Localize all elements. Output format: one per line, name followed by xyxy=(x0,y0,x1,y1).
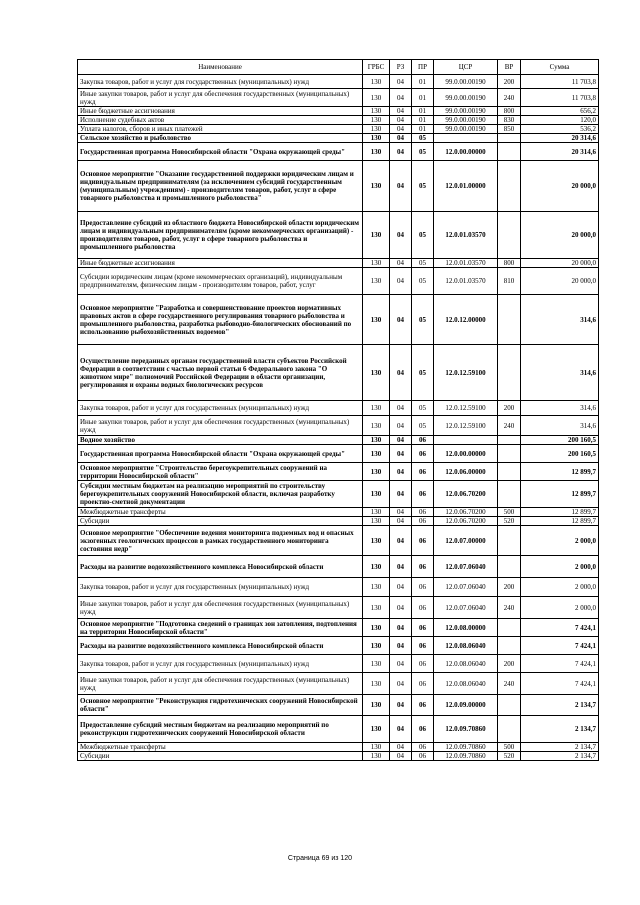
cell-rz: 04 xyxy=(390,143,412,161)
cell-pr: 06 xyxy=(412,445,434,463)
cell-pr: 06 xyxy=(412,655,434,673)
cell-grbs: 130 xyxy=(363,619,390,637)
header-sum: Сумма xyxy=(521,60,599,75)
cell-csr: 99.0.00.00190 xyxy=(434,75,498,89)
cell-grbs: 130 xyxy=(363,295,390,345)
table-row xyxy=(78,134,599,143)
cell-sum: 314,6 xyxy=(521,295,599,345)
cell-pr: 01 xyxy=(412,116,434,125)
cell-rz: 04 xyxy=(390,556,412,578)
cell-vr xyxy=(498,463,521,481)
cell-csr: 12.0.09.70860 xyxy=(434,752,498,761)
cell-name: Иные закупки товаров, работ и услуг для обеспечения государственных (муниципальных) нужд xyxy=(78,597,363,619)
cell-sum: 200 160,5 xyxy=(521,445,599,463)
cell-csr: 12.0.09.00000 xyxy=(434,695,498,716)
cell-sum: 20 000,0 xyxy=(521,161,599,212)
cell-grbs: 130 xyxy=(363,481,390,508)
cell-sum: 2 134,7 xyxy=(521,752,599,761)
cell-name: Субсидии xyxy=(78,517,363,526)
cell-vr xyxy=(498,481,521,508)
cell-sum: 2 134,7 xyxy=(521,695,599,716)
cell-sum: 12 899,7 xyxy=(521,508,599,517)
cell-sum: 20 000,0 xyxy=(521,268,599,295)
cell-sum: 12 899,7 xyxy=(521,481,599,508)
table-row xyxy=(78,673,599,695)
cell-rz: 04 xyxy=(390,125,412,134)
cell-rz: 04 xyxy=(390,268,412,295)
cell-name: Государственная программа Новосибирской области "Охрана окружающей среды" xyxy=(78,445,363,463)
cell-pr: 06 xyxy=(412,578,434,597)
table-row xyxy=(78,695,599,716)
table-row xyxy=(78,445,599,463)
cell-pr: 06 xyxy=(412,716,434,743)
cell-sum: 2 000,0 xyxy=(521,578,599,597)
cell-sum: 120,0 xyxy=(521,116,599,125)
cell-rz: 04 xyxy=(390,716,412,743)
cell-vr xyxy=(498,143,521,161)
cell-csr xyxy=(434,436,498,445)
cell-sum: 20 314,6 xyxy=(521,143,599,161)
cell-sum: 314,6 xyxy=(521,416,599,436)
table-row xyxy=(78,716,599,743)
cell-pr: 06 xyxy=(412,597,434,619)
cell-vr xyxy=(498,295,521,345)
cell-rz: 04 xyxy=(390,673,412,695)
cell-name: Основное мероприятие "Подготовка сведений о границах зон затопления, подтопления на территории Новосибирской области" xyxy=(78,619,363,637)
header-grbs: ГРБС xyxy=(363,60,390,75)
cell-grbs: 130 xyxy=(363,673,390,695)
cell-csr: 12.0.08.06040 xyxy=(434,655,498,673)
cell-vr xyxy=(498,436,521,445)
cell-rz: 04 xyxy=(390,107,412,116)
cell-rz: 04 xyxy=(390,655,412,673)
cell-rz: 04 xyxy=(390,619,412,637)
cell-grbs: 130 xyxy=(363,143,390,161)
cell-grbs: 130 xyxy=(363,508,390,517)
cell-grbs: 130 xyxy=(363,107,390,116)
cell-sum: 7 424,1 xyxy=(521,673,599,695)
cell-name: Предоставление субсидий из областного бюджета Новосибирской области юридическим лицам и индивидуальным предпринимателям (кроме некоммерческих организаций) - производителям товаров, работ, услуг в сфере товарного рыболовства и промышленного рыболовства xyxy=(78,212,363,259)
cell-csr: 12.0.12.59100 xyxy=(434,345,498,401)
cell-vr: 850 xyxy=(498,125,521,134)
cell-rz: 04 xyxy=(390,212,412,259)
cell-csr: 12.0.01.03570 xyxy=(434,268,498,295)
cell-grbs: 130 xyxy=(363,752,390,761)
cell-name: Расходы на развитие водохозяйственного комплекса Новосибирской области xyxy=(78,556,363,578)
cell-name: Исполнение судебных актов xyxy=(78,116,363,125)
cell-pr: 05 xyxy=(412,259,434,268)
cell-sum: 20 000,0 xyxy=(521,212,599,259)
cell-rz: 04 xyxy=(390,637,412,655)
cell-pr: 05 xyxy=(412,268,434,295)
cell-pr: 06 xyxy=(412,556,434,578)
cell-rz: 04 xyxy=(390,752,412,761)
table-row xyxy=(78,143,599,161)
cell-sum: 2 000,0 xyxy=(521,526,599,556)
cell-rz: 04 xyxy=(390,259,412,268)
cell-vr xyxy=(498,134,521,143)
budget-table xyxy=(77,59,599,761)
cell-sum: 20 000,0 xyxy=(521,259,599,268)
cell-rz: 04 xyxy=(390,161,412,212)
header-name: Наименование xyxy=(78,60,363,75)
cell-rz: 04 xyxy=(390,695,412,716)
table-row xyxy=(78,259,599,268)
cell-rz: 04 xyxy=(390,508,412,517)
cell-pr: 01 xyxy=(412,107,434,116)
cell-rz: 04 xyxy=(390,597,412,619)
cell-csr: 99.0.00.00190 xyxy=(434,107,498,116)
cell-grbs: 130 xyxy=(363,716,390,743)
table-row xyxy=(78,161,599,212)
cell-name: Предоставление субсидий местным бюджетам на реализацию мероприятий по реконструкции гидротехнических сооружений Новосибирской области xyxy=(78,716,363,743)
table-row xyxy=(78,526,599,556)
cell-csr: 12.0.07.00000 xyxy=(434,526,498,556)
cell-vr xyxy=(498,526,521,556)
table-row xyxy=(78,481,599,508)
cell-vr: 240 xyxy=(498,416,521,436)
cell-grbs: 130 xyxy=(363,556,390,578)
table-row xyxy=(78,89,599,107)
cell-pr: 06 xyxy=(412,436,434,445)
cell-grbs: 130 xyxy=(363,578,390,597)
table-row xyxy=(78,212,599,259)
cell-name: Расходы на развитие водохозяйственного комплекса Новосибирской области xyxy=(78,637,363,655)
cell-sum: 314,6 xyxy=(521,345,599,401)
table-row xyxy=(78,295,599,345)
cell-name: Основное мероприятие "Разработка и совершенствование проектов нормативных правовых актов в сфере государственного регулирования товарного рыболовства и промышленного рыболовства, разработка рыбоводно-биологических обоснований по использованию рыбохозяйственных водоемов" xyxy=(78,295,363,345)
cell-csr: 12.0.00.00000 xyxy=(434,143,498,161)
cell-csr: 12.0.06.70200 xyxy=(434,517,498,526)
cell-name: Уплата налогов, сборов и иных платежей xyxy=(78,125,363,134)
cell-name: Сельское хозяйство и рыболовство xyxy=(78,134,363,143)
table-row xyxy=(78,743,599,752)
cell-rz: 04 xyxy=(390,445,412,463)
cell-vr: 500 xyxy=(498,743,521,752)
cell-sum: 12 899,7 xyxy=(521,463,599,481)
cell-pr: 06 xyxy=(412,619,434,637)
cell-csr: 12.0.07.06040 xyxy=(434,556,498,578)
cell-sum: 7 424,1 xyxy=(521,619,599,637)
cell-grbs: 130 xyxy=(363,597,390,619)
cell-csr: 12.0.09.70860 xyxy=(434,743,498,752)
cell-grbs: 130 xyxy=(363,655,390,673)
cell-csr: 12.0.01.00000 xyxy=(434,161,498,212)
cell-rz: 04 xyxy=(390,463,412,481)
cell-name: Водное хозяйство xyxy=(78,436,363,445)
cell-sum: 7 424,1 xyxy=(521,655,599,673)
cell-csr: 12.0.12.00000 xyxy=(434,295,498,345)
cell-pr: 06 xyxy=(412,508,434,517)
cell-rz: 04 xyxy=(390,517,412,526)
cell-pr: 06 xyxy=(412,743,434,752)
header-vr: ВР xyxy=(498,60,521,75)
cell-vr: 240 xyxy=(498,673,521,695)
cell-grbs: 130 xyxy=(363,75,390,89)
cell-vr: 810 xyxy=(498,268,521,295)
cell-pr: 05 xyxy=(412,212,434,259)
cell-pr: 05 xyxy=(412,295,434,345)
table-row xyxy=(78,463,599,481)
cell-sum: 20 314,6 xyxy=(521,134,599,143)
cell-pr: 06 xyxy=(412,517,434,526)
cell-name: Субсидии местным бюджетам на реализацию мероприятий по строительству берегоукрепительных сооружений Новосибирской области, включая разработку проектно-сметной документации xyxy=(78,481,363,508)
cell-vr xyxy=(498,212,521,259)
cell-vr: 520 xyxy=(498,752,521,761)
cell-csr xyxy=(434,134,498,143)
cell-csr: 12.0.07.06040 xyxy=(434,578,498,597)
cell-name: Закупка товаров, работ и услуг для государственных (муниципальных) нужд xyxy=(78,75,363,89)
cell-vr: 800 xyxy=(498,259,521,268)
table-row xyxy=(78,637,599,655)
cell-name: Закупка товаров, работ и услуг для государственных (муниципальных) нужд xyxy=(78,578,363,597)
cell-sum: 11 703,8 xyxy=(521,75,599,89)
cell-name: Иные закупки товаров, работ и услуг для обеспечения государственных (муниципальных) нужд xyxy=(78,416,363,436)
table-header-row xyxy=(78,60,599,75)
cell-pr: 06 xyxy=(412,673,434,695)
cell-rz: 04 xyxy=(390,75,412,89)
header-csr: ЦСР xyxy=(434,60,498,75)
cell-name: Основное мероприятие "Реконструкция гидротехнических сооружений Новосибирской области" xyxy=(78,695,363,716)
cell-pr: 06 xyxy=(412,637,434,655)
cell-grbs: 130 xyxy=(363,637,390,655)
cell-rz: 04 xyxy=(390,401,412,416)
cell-rz: 04 xyxy=(390,89,412,107)
cell-vr xyxy=(498,716,521,743)
cell-name: Иные закупки товаров, работ и услуг для обеспечения государственных (муниципальных) нужд xyxy=(78,89,363,107)
cell-vr: 500 xyxy=(498,508,521,517)
table-row xyxy=(78,597,599,619)
cell-pr: 01 xyxy=(412,75,434,89)
cell-pr: 05 xyxy=(412,345,434,401)
cell-name: Основное мероприятие "Оказание государственной поддержки юридическим лицам и индивидуальным предпринимателям (за исключением субсидий государственным (муниципальным) учреждениям) - производителям товаров, работ, услуг в сфере товарного рыболовства и промышленного рыболовства" xyxy=(78,161,363,212)
cell-sum: 2 000,0 xyxy=(521,556,599,578)
cell-pr: 05 xyxy=(412,161,434,212)
cell-vr xyxy=(498,556,521,578)
cell-name: Межбюджетные трансферты xyxy=(78,508,363,517)
table-row xyxy=(78,517,599,526)
header-rz: РЗ xyxy=(390,60,412,75)
cell-csr: 12.0.01.03570 xyxy=(434,259,498,268)
cell-rz: 04 xyxy=(390,743,412,752)
cell-pr: 05 xyxy=(412,134,434,143)
cell-grbs: 130 xyxy=(363,695,390,716)
cell-pr: 05 xyxy=(412,401,434,416)
table-row xyxy=(78,619,599,637)
table-row xyxy=(78,436,599,445)
cell-name: Субсидии юридическим лицам (кроме некоммерческих организаций), индивидуальным предпринимателям, физическим лицам - производителям товаров, работ, услуг xyxy=(78,268,363,295)
cell-vr: 200 xyxy=(498,655,521,673)
cell-vr xyxy=(498,345,521,401)
table-row xyxy=(78,107,599,116)
table-row xyxy=(78,401,599,416)
cell-grbs: 130 xyxy=(363,401,390,416)
cell-grbs: 130 xyxy=(363,89,390,107)
cell-rz: 04 xyxy=(390,345,412,401)
cell-grbs: 130 xyxy=(363,212,390,259)
cell-vr: 830 xyxy=(498,116,521,125)
cell-csr: 99.0.00.00190 xyxy=(434,125,498,134)
cell-csr: 12.0.12.59100 xyxy=(434,416,498,436)
cell-name: Субсидии xyxy=(78,752,363,761)
cell-grbs: 130 xyxy=(363,259,390,268)
cell-pr: 06 xyxy=(412,463,434,481)
cell-rz: 04 xyxy=(390,295,412,345)
cell-grbs: 130 xyxy=(363,743,390,752)
cell-sum: 656,2 xyxy=(521,107,599,116)
cell-name: Иные бюджетные ассигнования xyxy=(78,259,363,268)
cell-vr: 200 xyxy=(498,401,521,416)
cell-pr: 05 xyxy=(412,143,434,161)
cell-csr: 12.0.06.70200 xyxy=(434,481,498,508)
cell-grbs: 130 xyxy=(363,416,390,436)
cell-name: Основное мероприятие "Обеспечение ведения мониторинга подземных вод и опасных экзогенных геологических процессов в рамках государственного мониторинга состояния недр" xyxy=(78,526,363,556)
cell-sum: 200 160,5 xyxy=(521,436,599,445)
table-row xyxy=(78,116,599,125)
cell-rz: 04 xyxy=(390,416,412,436)
cell-sum: 536,2 xyxy=(521,125,599,134)
cell-vr: 520 xyxy=(498,517,521,526)
cell-pr: 01 xyxy=(412,89,434,107)
cell-vr xyxy=(498,637,521,655)
cell-grbs: 130 xyxy=(363,125,390,134)
cell-grbs: 130 xyxy=(363,268,390,295)
cell-vr xyxy=(498,445,521,463)
cell-vr: 800 xyxy=(498,107,521,116)
cell-vr: 240 xyxy=(498,89,521,107)
cell-csr: 12.0.09.70860 xyxy=(434,716,498,743)
cell-pr: 06 xyxy=(412,526,434,556)
table-row xyxy=(78,416,599,436)
cell-csr: 12.0.06.70200 xyxy=(434,508,498,517)
cell-name: Иные закупки товаров, работ и услуг для обеспечения государственных (муниципальных) нужд xyxy=(78,673,363,695)
cell-rz: 04 xyxy=(390,116,412,125)
header-pr: ПР xyxy=(412,60,434,75)
cell-vr xyxy=(498,619,521,637)
cell-vr: 200 xyxy=(498,578,521,597)
cell-rz: 04 xyxy=(390,436,412,445)
cell-csr: 12.0.06.00000 xyxy=(434,463,498,481)
cell-sum: 2 134,7 xyxy=(521,743,599,752)
table-row xyxy=(78,752,599,761)
cell-csr: 12.0.01.03570 xyxy=(434,212,498,259)
cell-name: Иные бюджетные ассигнования xyxy=(78,107,363,116)
cell-sum: 7 424,1 xyxy=(521,637,599,655)
cell-name: Закупка товаров, работ и услуг для государственных (муниципальных) нужд xyxy=(78,401,363,416)
cell-csr: 12.0.08.06040 xyxy=(434,637,498,655)
cell-pr: 06 xyxy=(412,752,434,761)
cell-rz: 04 xyxy=(390,526,412,556)
cell-rz: 04 xyxy=(390,578,412,597)
cell-name: Межбюджетные трансферты xyxy=(78,743,363,752)
cell-grbs: 130 xyxy=(363,445,390,463)
cell-grbs: 130 xyxy=(363,517,390,526)
cell-csr: 12.0.12.59100 xyxy=(434,401,498,416)
table-row xyxy=(78,578,599,597)
cell-name: Осуществление переданных органам государственной власти субъектов Российской Федерации в соответствии с частью первой статьи 6 Федерального закона "О животном мире" полномочий Российской Федерации в области организации, регулирования и охраны водных биологических ресурсов xyxy=(78,345,363,401)
cell-grbs: 130 xyxy=(363,526,390,556)
cell-grbs: 130 xyxy=(363,345,390,401)
cell-pr: 06 xyxy=(412,695,434,716)
cell-vr: 240 xyxy=(498,597,521,619)
cell-rz: 04 xyxy=(390,481,412,508)
cell-pr: 01 xyxy=(412,125,434,134)
cell-sum: 12 899,7 xyxy=(521,517,599,526)
cell-pr: 06 xyxy=(412,481,434,508)
cell-rz: 04 xyxy=(390,134,412,143)
cell-csr: 12.0.08.00000 xyxy=(434,619,498,637)
cell-name: Закупка товаров, работ и услуг для государственных (муниципальных) нужд xyxy=(78,655,363,673)
cell-csr: 12.0.08.06040 xyxy=(434,673,498,695)
cell-vr: 200 xyxy=(498,75,521,89)
cell-sum: 2 000,0 xyxy=(521,597,599,619)
table-row xyxy=(78,556,599,578)
cell-vr xyxy=(498,161,521,212)
cell-sum: 314,6 xyxy=(521,401,599,416)
table-row xyxy=(78,268,599,295)
cell-grbs: 130 xyxy=(363,134,390,143)
table-row xyxy=(78,75,599,89)
page-footer: Страница 69 из 120 xyxy=(287,855,353,862)
table-row xyxy=(78,345,599,401)
table-row xyxy=(78,125,599,134)
cell-csr: 99.0.00.00190 xyxy=(434,116,498,125)
cell-grbs: 130 xyxy=(363,463,390,481)
cell-name: Государственная программа Новосибирской области "Охрана окружающей среды" xyxy=(78,143,363,161)
cell-sum: 11 703,8 xyxy=(521,89,599,107)
cell-csr: 99.0.00.00190 xyxy=(434,89,498,107)
cell-pr: 05 xyxy=(412,416,434,436)
cell-grbs: 130 xyxy=(363,116,390,125)
cell-sum: 2 134,7 xyxy=(521,716,599,743)
cell-csr: 12.0.07.06040 xyxy=(434,597,498,619)
table-row xyxy=(78,655,599,673)
cell-grbs: 130 xyxy=(363,161,390,212)
table-row xyxy=(78,508,599,517)
cell-csr: 12.0.00.00000 xyxy=(434,445,498,463)
cell-grbs: 130 xyxy=(363,436,390,445)
cell-name: Основное мероприятие "Строительство берегоукрепительных сооружений на территории Новосибирской области" xyxy=(78,463,363,481)
cell-vr xyxy=(498,695,521,716)
